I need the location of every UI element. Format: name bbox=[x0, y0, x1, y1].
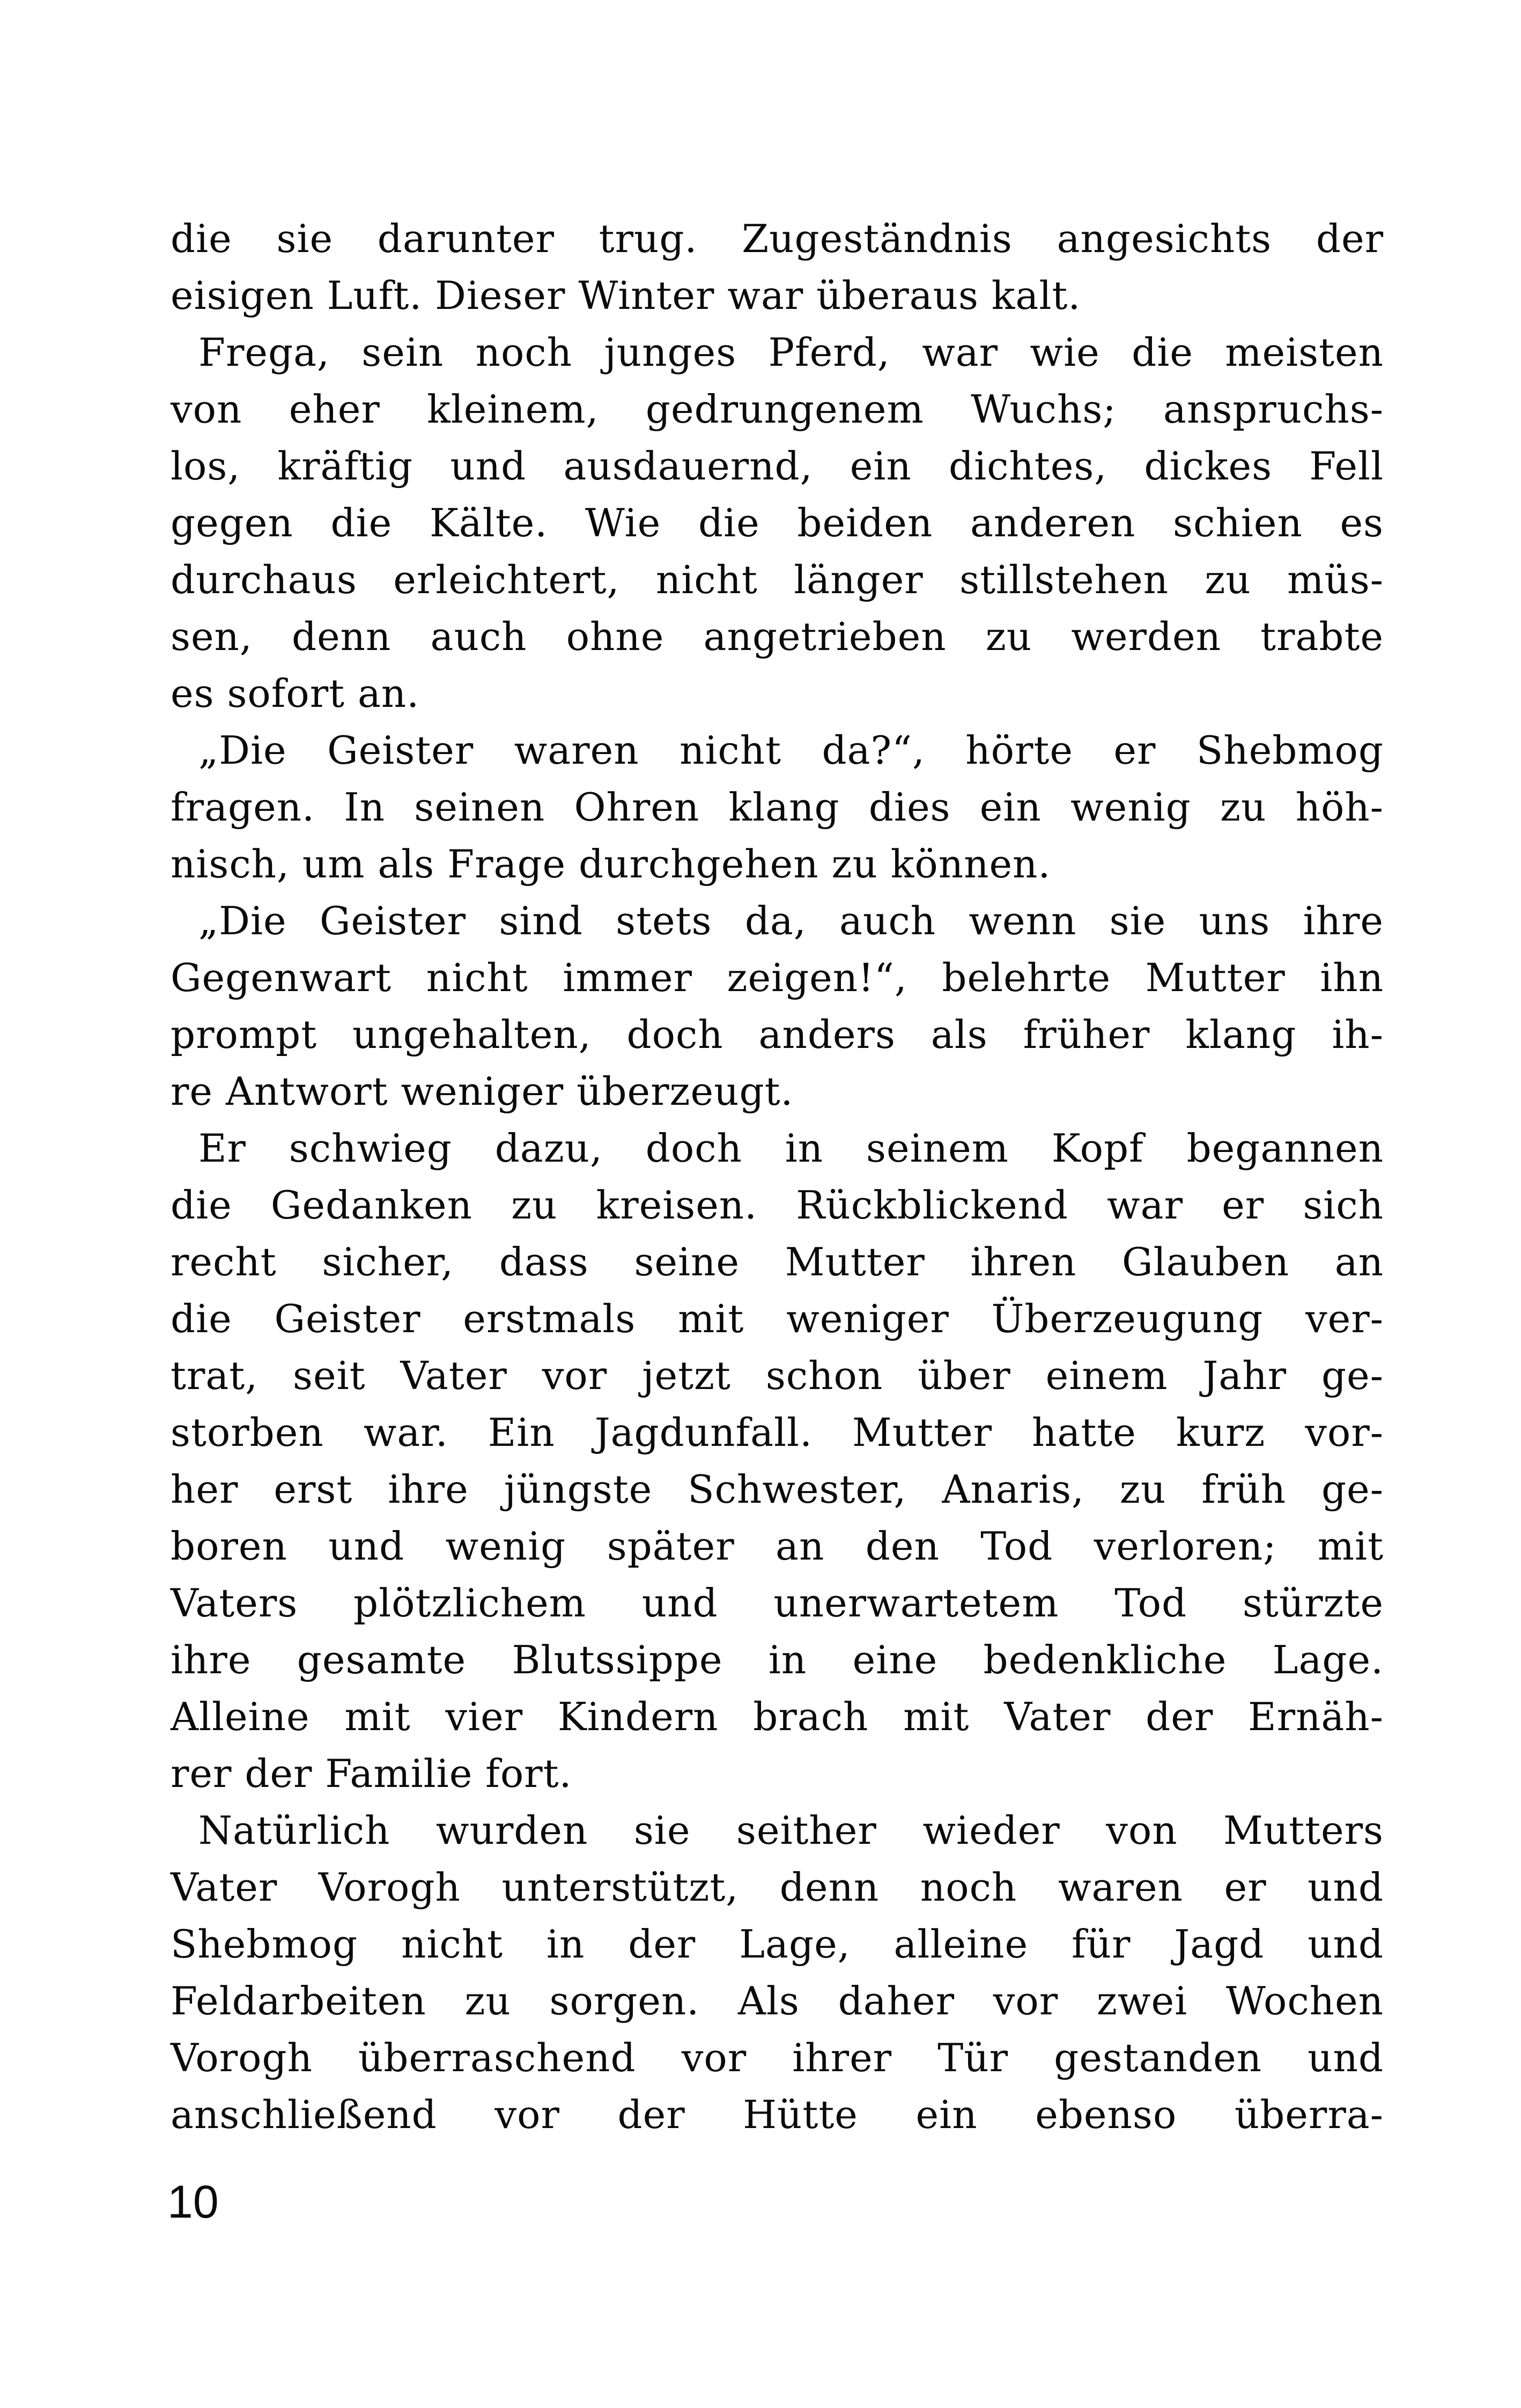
text-line: trat, seit Vater vor jetzt schon über einem Jahr ge- bbox=[171, 1353, 1384, 1398]
text-line: durchaus erleichtert, nicht länger stillstehen zu müs- bbox=[171, 557, 1384, 602]
text-line: es sofort an. bbox=[171, 671, 420, 716]
text-line: re Antwort weniger überzeugt. bbox=[171, 1069, 794, 1114]
text-line: die Gedanken zu kreisen. Rückblickend war er sich bbox=[171, 1183, 1384, 1228]
text-line: sen, denn auch ohne angetrieben zu werden trabte bbox=[171, 614, 1384, 659]
text-line: gegen die Kälte. Wie die beiden anderen schien es bbox=[171, 500, 1384, 545]
text-line: eisigen Luft. Dieser Winter war überaus kalt. bbox=[171, 273, 1081, 318]
paragraph bbox=[171, 210, 1384, 324]
paragraph bbox=[171, 324, 1384, 722]
text-line: „Die Geister waren nicht da?“, hörte er Shebmog bbox=[198, 728, 1384, 773]
text-line: die Geister erstmals mit weniger Überzeugung ver- bbox=[171, 1296, 1384, 1341]
text-line: Natürlich wurden sie seither wieder von Mutters bbox=[198, 1808, 1384, 1853]
text-line: Vaters plötzlichem und unerwartetem Tod stürzte bbox=[171, 1580, 1384, 1626]
text-line: rer der Familie fort. bbox=[171, 1751, 572, 1796]
text-line: Frega, sein noch junges Pferd, war wie die meisten bbox=[198, 330, 1384, 375]
text-line: storben war. Ein Jagdunfall. Mutter hatte kurz vor- bbox=[171, 1410, 1384, 1455]
text-line: fragen. In seinen Ohren klang dies ein wenig zu höh- bbox=[171, 785, 1384, 830]
body-text bbox=[171, 210, 1384, 2143]
text-line: her erst ihre jüngste Schwester, Anaris, zu früh ge- bbox=[171, 1467, 1384, 1512]
paragraph bbox=[171, 1120, 1384, 1802]
paragraph bbox=[171, 892, 1384, 1120]
text-line: Vater Vorogh unterstützt, denn noch waren er und bbox=[171, 1865, 1384, 1910]
text-line: Feldarbeiten zu sorgen. Als daher vor zwei Wochen bbox=[171, 1978, 1384, 2023]
text-line: ihre gesamte Blutssippe in eine bedenkliche Lage. bbox=[171, 1637, 1384, 1682]
paragraph bbox=[171, 722, 1384, 892]
text-line: Alleine mit vier Kindern brach mit Vater der Ernäh- bbox=[171, 1694, 1384, 1739]
text-line: Vorogh überraschend vor ihrer Tür gestanden und bbox=[171, 2035, 1384, 2080]
text-line: Gegenwart nicht immer zeigen!“, belehrte Mutter ihn bbox=[171, 955, 1384, 1000]
text-line: die sie darunter trug. Zugeständnis angesichts der bbox=[171, 216, 1384, 261]
text-line: Shebmog nicht in der Lage, alleine für Jagd und bbox=[171, 1922, 1384, 1967]
text-line: nisch, um als Frage durchgehen zu können. bbox=[171, 841, 1051, 887]
page-number: 10 bbox=[167, 2176, 219, 2228]
text-line: los, kräftig und ausdauernd, ein dichtes, dickes Fell bbox=[171, 444, 1384, 489]
text-line: recht sicher, dass seine Mutter ihren Glauben an bbox=[171, 1239, 1384, 1284]
text-line: anschließend vor der Hütte ein ebenso überra- bbox=[171, 2092, 1384, 2137]
text-line: Er schwieg dazu, doch in seinem Kopf begannen bbox=[198, 1126, 1384, 1171]
text-line: „Die Geister sind stets da, auch wenn sie uns ihre bbox=[198, 898, 1384, 943]
text-line: boren und wenig später an den Tod verloren; mit bbox=[171, 1524, 1384, 1569]
paragraph bbox=[171, 1802, 1384, 2143]
text-line: prompt ungehalten, doch anders als früher klang ih- bbox=[171, 1012, 1384, 1057]
text-line: von eher kleinem, gedrungenem Wuchs; anspruchs- bbox=[171, 387, 1384, 432]
